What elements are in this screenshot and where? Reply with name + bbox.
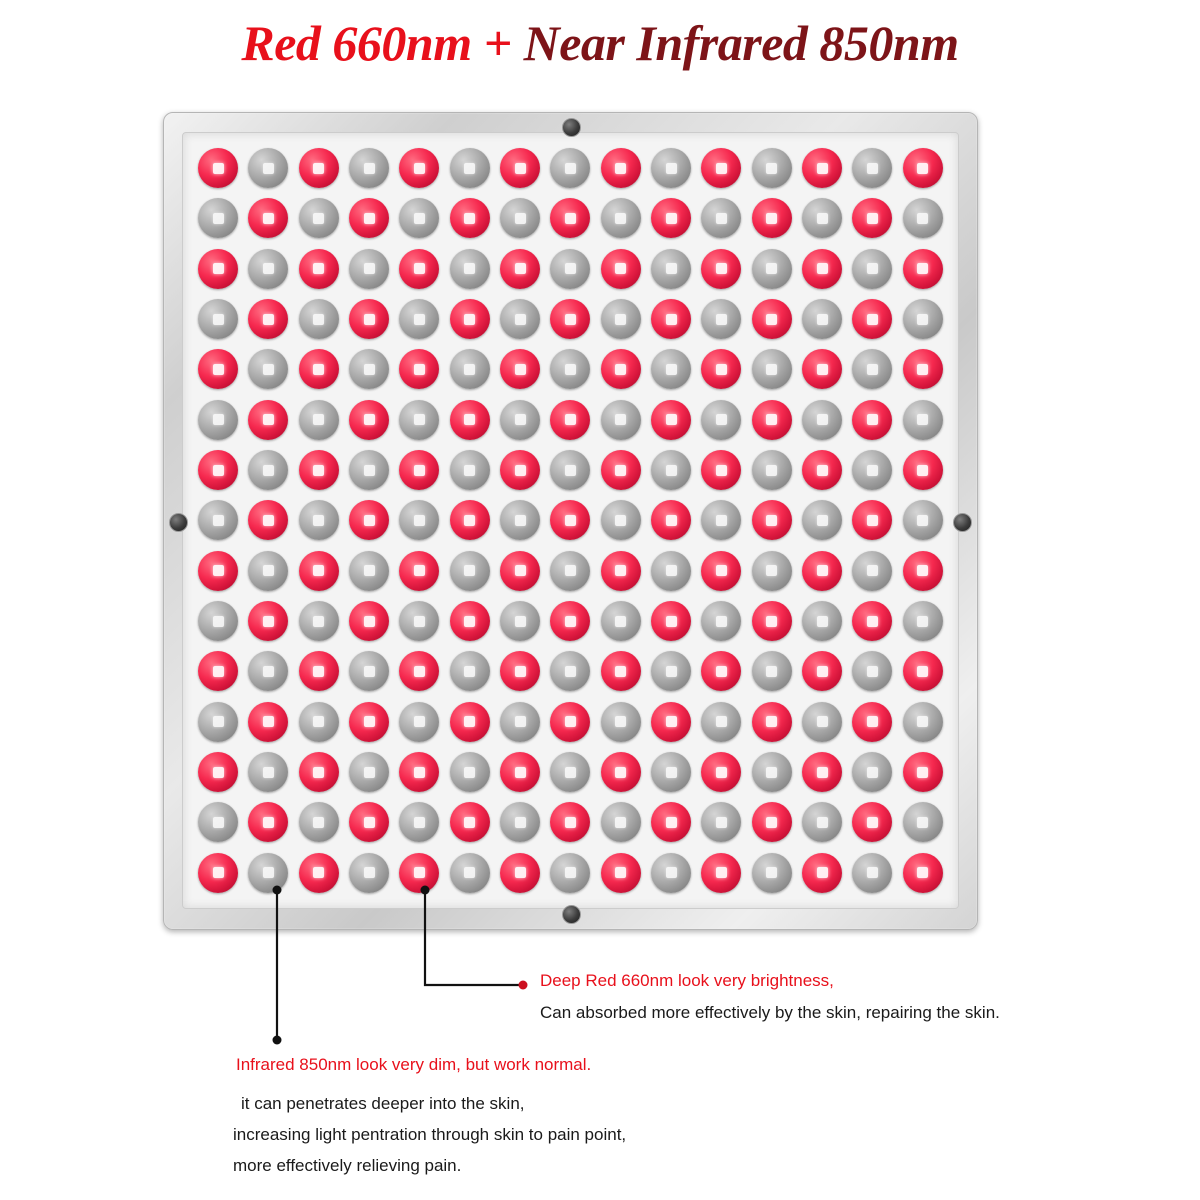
led-red-660nm [701, 249, 741, 289]
led-red-660nm [248, 198, 288, 238]
led-red-660nm [651, 299, 691, 339]
led-red-660nm [500, 349, 540, 389]
led-red-660nm [248, 299, 288, 339]
led-red-660nm [399, 752, 439, 792]
led-red-660nm [299, 349, 339, 389]
led-red-660nm [601, 148, 641, 188]
led-red-660nm [601, 349, 641, 389]
led-infrared-850nm [701, 601, 741, 641]
led-red-660nm [852, 299, 892, 339]
led-red-660nm [248, 702, 288, 742]
led-red-660nm [349, 198, 389, 238]
led-red-660nm [198, 853, 238, 893]
led-infrared-850nm [651, 752, 691, 792]
led-red-660nm [852, 500, 892, 540]
led-infrared-850nm [752, 349, 792, 389]
led-red-660nm [701, 349, 741, 389]
led-red-660nm [903, 853, 943, 893]
led-red-660nm [299, 148, 339, 188]
led-infrared-850nm [500, 702, 540, 742]
led-infrared-850nm [450, 651, 490, 691]
led-infrared-850nm [349, 551, 389, 591]
led-red-660nm [701, 551, 741, 591]
led-red-660nm [399, 450, 439, 490]
led-red-660nm [500, 551, 540, 591]
led-infrared-850nm [651, 249, 691, 289]
led-red-660nm [752, 601, 792, 641]
led-infrared-850nm [349, 752, 389, 792]
led-infrared-850nm [248, 651, 288, 691]
led-infrared-850nm [399, 601, 439, 641]
led-red-660nm [550, 198, 590, 238]
led-red-660nm [500, 450, 540, 490]
led-red-660nm [802, 349, 842, 389]
led-red-660nm [651, 601, 691, 641]
led-infrared-850nm [903, 400, 943, 440]
led-red-660nm [349, 500, 389, 540]
annotation-infrared-line-1: Infrared 850nm look very dim, but work normal. [236, 1055, 592, 1074]
led-red-660nm [802, 651, 842, 691]
led-red-660nm [852, 702, 892, 742]
led-red-660nm [701, 450, 741, 490]
title-red-part: Red 660nm + [241, 15, 524, 71]
led-red-660nm [852, 601, 892, 641]
led-infrared-850nm [651, 853, 691, 893]
led-infrared-850nm [550, 551, 590, 591]
led-infrared-850nm [903, 601, 943, 641]
led-red-660nm [399, 349, 439, 389]
led-red-660nm [299, 551, 339, 591]
led-infrared-850nm [651, 551, 691, 591]
led-infrared-850nm [399, 299, 439, 339]
led-infrared-850nm [601, 198, 641, 238]
led-infrared-850nm [349, 853, 389, 893]
led-infrared-850nm [802, 400, 842, 440]
led-red-660nm [349, 702, 389, 742]
page-title [0, 14, 1200, 72]
led-red-660nm [248, 500, 288, 540]
panel-inner-surface [182, 132, 959, 909]
led-red-660nm [852, 400, 892, 440]
led-infrared-850nm [701, 802, 741, 842]
led-red-660nm [299, 450, 339, 490]
led-red-660nm [450, 400, 490, 440]
led-infrared-850nm [198, 299, 238, 339]
led-red-660nm [701, 853, 741, 893]
led-red-660nm [198, 349, 238, 389]
led-red-660nm [500, 148, 540, 188]
led-red-660nm [450, 500, 490, 540]
led-red-660nm [601, 651, 641, 691]
led-red-660nm [903, 249, 943, 289]
led-infrared-850nm [651, 349, 691, 389]
led-infrared-850nm [802, 601, 842, 641]
led-red-660nm [852, 802, 892, 842]
led-red-660nm [450, 198, 490, 238]
led-infrared-850nm [852, 148, 892, 188]
led-infrared-850nm [701, 299, 741, 339]
led-red-660nm [349, 802, 389, 842]
led-infrared-850nm [601, 702, 641, 742]
led-infrared-850nm [198, 702, 238, 742]
led-red-660nm [450, 802, 490, 842]
led-infrared-850nm [500, 802, 540, 842]
led-red-660nm [299, 853, 339, 893]
led-infrared-850nm [651, 450, 691, 490]
led-infrared-850nm [299, 802, 339, 842]
led-infrared-850nm [802, 500, 842, 540]
led-red-660nm [450, 299, 490, 339]
led-infrared-850nm [601, 601, 641, 641]
led-infrared-850nm [802, 702, 842, 742]
screw-right-icon [953, 513, 972, 532]
led-infrared-850nm [550, 249, 590, 289]
led-red-660nm [500, 853, 540, 893]
led-red-660nm [802, 148, 842, 188]
led-red-660nm [651, 198, 691, 238]
led-infrared-850nm [248, 349, 288, 389]
led-infrared-850nm [651, 148, 691, 188]
led-red-660nm [349, 400, 389, 440]
led-red-660nm [651, 802, 691, 842]
led-red-660nm [601, 752, 641, 792]
annotation-infrared-line-4: more effectively relieving pain. [233, 1156, 462, 1175]
led-infrared-850nm [852, 651, 892, 691]
led-red-660nm [752, 702, 792, 742]
led-red-660nm [198, 651, 238, 691]
led-infrared-850nm [752, 450, 792, 490]
led-red-660nm [198, 249, 238, 289]
led-infrared-850nm [349, 349, 389, 389]
led-infrared-850nm [701, 198, 741, 238]
led-red-660nm [550, 400, 590, 440]
led-red-660nm [399, 651, 439, 691]
led-red-660nm [198, 148, 238, 188]
led-red-660nm [399, 853, 439, 893]
led-infrared-850nm [903, 299, 943, 339]
led-red-660nm [450, 601, 490, 641]
led-red-660nm [601, 551, 641, 591]
led-infrared-850nm [299, 601, 339, 641]
led-infrared-850nm [349, 249, 389, 289]
led-red-660nm [500, 249, 540, 289]
led-red-660nm [651, 400, 691, 440]
led-red-660nm [903, 450, 943, 490]
led-red-660nm [399, 551, 439, 591]
led-infrared-850nm [903, 702, 943, 742]
led-infrared-850nm [450, 249, 490, 289]
led-infrared-850nm [802, 299, 842, 339]
led-infrared-850nm [248, 551, 288, 591]
led-red-660nm [752, 198, 792, 238]
led-infrared-850nm [903, 500, 943, 540]
led-infrared-850nm [550, 752, 590, 792]
led-panel [163, 112, 978, 930]
led-infrared-850nm [299, 400, 339, 440]
led-red-660nm [198, 450, 238, 490]
led-infrared-850nm [752, 551, 792, 591]
led-red-660nm [903, 148, 943, 188]
led-infrared-850nm [349, 450, 389, 490]
led-infrared-850nm [701, 702, 741, 742]
led-infrared-850nm [852, 551, 892, 591]
led-red-660nm [349, 299, 389, 339]
led-red-660nm [550, 802, 590, 842]
led-red-660nm [752, 500, 792, 540]
led-infrared-850nm [852, 450, 892, 490]
led-infrared-850nm [399, 702, 439, 742]
led-infrared-850nm [852, 249, 892, 289]
led-infrared-850nm [601, 400, 641, 440]
led-infrared-850nm [752, 853, 792, 893]
led-infrared-850nm [500, 400, 540, 440]
led-red-660nm [903, 651, 943, 691]
led-red-660nm [752, 299, 792, 339]
led-red-660nm [550, 299, 590, 339]
led-infrared-850nm [198, 601, 238, 641]
led-infrared-850nm [248, 148, 288, 188]
led-infrared-850nm [299, 198, 339, 238]
led-red-660nm [903, 349, 943, 389]
led-red-660nm [248, 400, 288, 440]
led-infrared-850nm [198, 400, 238, 440]
led-infrared-850nm [500, 500, 540, 540]
led-infrared-850nm [450, 450, 490, 490]
screw-left-icon [169, 513, 188, 532]
led-infrared-850nm [500, 601, 540, 641]
led-red-660nm [701, 651, 741, 691]
led-infrared-850nm [399, 198, 439, 238]
led-red-660nm [752, 400, 792, 440]
led-infrared-850nm [752, 651, 792, 691]
led-infrared-850nm [550, 148, 590, 188]
led-infrared-850nm [500, 198, 540, 238]
led-red-660nm [550, 601, 590, 641]
led-red-660nm [550, 702, 590, 742]
led-red-660nm [601, 853, 641, 893]
led-red-660nm [399, 249, 439, 289]
led-infrared-850nm [248, 752, 288, 792]
led-red-660nm [601, 450, 641, 490]
led-infrared-850nm [450, 853, 490, 893]
led-infrared-850nm [651, 651, 691, 691]
led-red-660nm [248, 802, 288, 842]
led-infrared-850nm [198, 802, 238, 842]
led-infrared-850nm [601, 299, 641, 339]
led-infrared-850nm [852, 853, 892, 893]
led-infrared-850nm [299, 299, 339, 339]
led-infrared-850nm [450, 148, 490, 188]
screw-bottom-icon [562, 905, 581, 924]
led-red-660nm [399, 148, 439, 188]
led-red-660nm [601, 249, 641, 289]
led-infrared-850nm [550, 349, 590, 389]
led-red-660nm [500, 752, 540, 792]
led-red-660nm [299, 249, 339, 289]
annotation-red-line-2: Can absorbed more effectively by the skin, repairing the skin. [540, 1003, 1000, 1022]
led-infrared-850nm [198, 500, 238, 540]
led-infrared-850nm [802, 198, 842, 238]
led-red-660nm [248, 601, 288, 641]
led-infrared-850nm [450, 752, 490, 792]
led-red-660nm [802, 450, 842, 490]
led-infrared-850nm [399, 500, 439, 540]
led-infrared-850nm [248, 450, 288, 490]
led-red-660nm [198, 752, 238, 792]
led-infrared-850nm [550, 853, 590, 893]
led-infrared-850nm [299, 500, 339, 540]
led-infrared-850nm [852, 349, 892, 389]
led-infrared-850nm [450, 551, 490, 591]
led-infrared-850nm [299, 702, 339, 742]
led-infrared-850nm [701, 500, 741, 540]
led-infrared-850nm [852, 752, 892, 792]
led-infrared-850nm [399, 802, 439, 842]
annotation-infrared-line-3: increasing light pentration through skin to pain point, [233, 1125, 627, 1144]
led-red-660nm [299, 752, 339, 792]
led-red-660nm [550, 500, 590, 540]
led-grid [193, 143, 948, 898]
led-red-660nm [903, 752, 943, 792]
led-red-660nm [349, 601, 389, 641]
led-red-660nm [198, 551, 238, 591]
led-red-660nm [651, 500, 691, 540]
led-red-660nm [651, 702, 691, 742]
led-red-660nm [701, 148, 741, 188]
led-infrared-850nm [752, 752, 792, 792]
led-red-660nm [752, 802, 792, 842]
led-infrared-850nm [450, 349, 490, 389]
led-infrared-850nm [550, 450, 590, 490]
led-infrared-850nm [349, 651, 389, 691]
led-red-660nm [903, 551, 943, 591]
led-infrared-850nm [248, 853, 288, 893]
led-infrared-850nm [701, 400, 741, 440]
led-red-660nm [802, 752, 842, 792]
title-infrared-part: Near Infrared 850nm [523, 15, 959, 71]
led-red-660nm [450, 702, 490, 742]
led-infrared-850nm [752, 148, 792, 188]
led-infrared-850nm [399, 400, 439, 440]
led-infrared-850nm [752, 249, 792, 289]
led-red-660nm [701, 752, 741, 792]
led-infrared-850nm [601, 500, 641, 540]
led-infrared-850nm [500, 299, 540, 339]
led-infrared-850nm [349, 148, 389, 188]
led-red-660nm [500, 651, 540, 691]
led-red-660nm [802, 249, 842, 289]
led-infrared-850nm [198, 198, 238, 238]
led-infrared-850nm [601, 802, 641, 842]
led-red-660nm [299, 651, 339, 691]
led-infrared-850nm [903, 802, 943, 842]
annotation-red-line-1: Deep Red 660nm look very brightness, [540, 971, 834, 990]
led-infrared-850nm [903, 198, 943, 238]
led-red-660nm [802, 551, 842, 591]
led-infrared-850nm [248, 249, 288, 289]
led-infrared-850nm [550, 651, 590, 691]
annotation-infrared-line-2: it can penetrates deeper into the skin, [241, 1094, 525, 1113]
led-infrared-850nm [802, 802, 842, 842]
screw-top-icon [562, 118, 581, 137]
led-red-660nm [852, 198, 892, 238]
led-red-660nm [802, 853, 842, 893]
